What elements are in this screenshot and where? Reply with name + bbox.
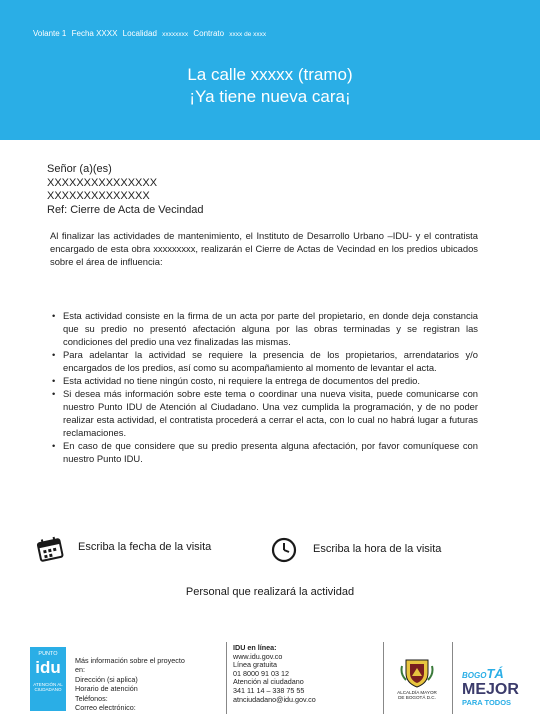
title-line-1: La calle xxxxx (tramo) [187,65,353,84]
recipient-block [47,163,204,217]
bullet-item: • Esta actividad consiste en la firma de un acta por parte del propietario, en donde deja constancia que su predio no presentó afectación alguna por las obras terminadas y se registran las condiciones del predio una vez finalizadas las mismas. [50,309,478,348]
bullet-item: • En caso de que considere que su predio presenta alguna afectación, por favor comuníquese con nuestro Punto IDU. [50,439,478,465]
info-line: Teléfonos: [75,693,108,703]
contact-website[interactable]: www.idu.gov.co [233,651,283,661]
info-line: Horario de atención [75,684,138,694]
idu-logo-sub-1: ATENCIÓN AL [33,682,63,687]
visit-date-label: Escriba la fecha de la visita [78,541,212,553]
bullet-item: • Para adelantar la actividad se requiere la presencia de los propietarios, arrendatarios y/o encargados de los predios, así como su acompañamiento al momento de levantar el acta. [50,348,478,374]
meta-contract-value: xxxx de xxxx [229,31,267,38]
idu-logo-top: PUNTO [38,651,58,657]
bogota-mejor-logo [462,666,519,707]
meta-locality-label: Localidad [122,29,157,38]
info-line: Correo electrónico: [75,703,136,713]
header-meta [33,29,269,38]
meta-date: Fecha XXXX [71,29,118,38]
clock-icon [270,536,298,569]
staff-label: Personal que realizará la actividad [185,586,355,598]
meta-locality-value: xxxxxxxx [162,31,189,38]
contact-line: Atención al ciudadano [233,677,304,687]
contact-phone: 01 8000 91 03 12 [233,668,289,678]
alcaldia-line-2: DE BOGOTÁ D.C. [398,695,436,701]
salutation: Señor (a)(es) [47,163,112,175]
reference: Ref: Cierre de Acta de Vecindad [47,203,204,216]
footer-divider [383,642,384,714]
bogota-mejor: MEJOR [462,681,519,698]
project-info [75,656,185,712]
bogota-prefix: BOGO [462,671,487,680]
recipient-name-2: XXXXXXXXXXXXXX [47,190,150,202]
alcaldia-line-1: ALCALDÍA MAYOR [397,690,437,695]
info-line: Más información sobre el proyecto [75,656,185,665]
recipient-name-1: XXXXXXXXXXXXXXX [47,176,158,189]
footer-divider [226,642,227,714]
calendar-icon [35,536,65,567]
header-banner [0,0,540,140]
page-title [0,64,540,108]
visit-time-label: Escriba la hora de la visita [313,543,442,555]
idu-logo-main: idu [35,658,61,677]
info-line: Dirección (si aplica) [75,674,138,684]
contact-line: Línea gratuita [233,660,277,670]
bullet-item: • Si desea más información sobre este tema o coordinar una nueva visita, puede comunicarse con nuestro Punto IDU de Atención al Ciudadano. Una vez cumplida la programación, y de no poder realizar esta actividad, el contratista procederá a cerrar el acta, con lo cual no habrá lugar a futuras reclamaciones. [50,387,478,439]
bogota-shield-icon [400,656,434,693]
title-line-2: ¡Ya tiene nueva cara¡ [189,87,351,106]
contact-email[interactable]: atnciudadano@idu.gov.co [233,694,316,704]
bullet-list [50,309,478,465]
footer-divider [452,642,453,714]
contact-heading: IDU en línea: [233,643,277,652]
meta-contract-label: Contrato [193,29,225,38]
alcaldia-label [392,690,442,700]
contact-info [233,644,316,704]
bullet-item: • Esta actividad no tiene ningún costo, ni requiere la entrega de documentos del predio. [50,374,478,387]
intro-paragraph: Al finalizar las actividades de mantenimiento, el Instituto de Desarrollo Urbano –IDU- y el contratista encargado de esta obra xxxxxxxxx, realizarán el Cierre de Actas de Vecindad en los predios ubicados sobre el área de influencia: [50,230,478,267]
contact-phone: 341 11 14 – 338 75 55 [233,685,305,695]
punto-idu-logo [30,647,66,711]
bogota-para-todos: PARA TODOS [462,698,512,707]
bogota-suffix: TÁ [486,666,504,681]
idu-logo-sub-2: CIUDADANO [34,687,62,692]
info-line: en: [75,665,85,675]
meta-flyer: Volante 1 [33,29,67,38]
idu-logo-sub [30,682,66,692]
